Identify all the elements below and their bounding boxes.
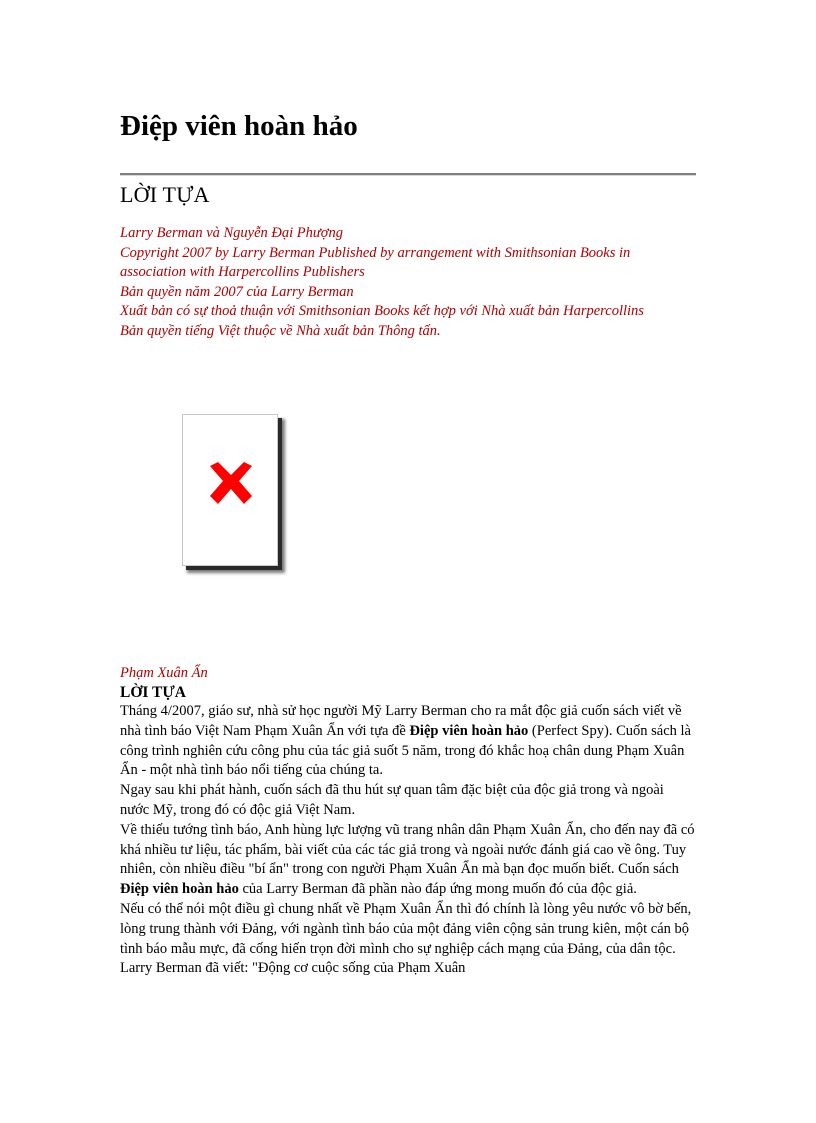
book-title-bold: Điệp viên hoàn hảo	[409, 722, 529, 739]
paragraph	[120, 702, 696, 781]
paragraph: Ngay sau khi phát hành, cuốn sách đã thu hút sự quan tâm đặc biệt của độc giả trong và ngoài nước Mỹ, trong đó có độc giả Việt Nam.	[120, 782, 664, 818]
credit-line: Larry Berman và Nguyễn Đại Phượng	[120, 225, 344, 241]
credit-line: Bản quyền năm 2007 của Larry Berman	[120, 283, 354, 300]
paragraph-text: của Larry Berman đã phần nào đáp ứng mong muốn đó của độc giả.	[238, 881, 637, 898]
red-x-icon	[208, 460, 254, 506]
author-name: Phạm Xuân Ẩn	[120, 665, 208, 681]
book-title-bold: Điệp viên hoàn hảo	[120, 881, 239, 898]
image-placeholder	[182, 414, 286, 572]
body-text	[120, 702, 696, 979]
credits-block	[120, 224, 696, 341]
section-heading: LỜI TỰA	[120, 182, 210, 207]
credit-line: Bản quyền tiếng Việt thuộc về Nhà xuất bản Thông tấn.	[120, 322, 441, 339]
paragraph	[120, 821, 696, 900]
paragraph-text: Về thiếu tướng tình báo, Anh hùng lực lượng vũ trang nhân dân Phạm Xuân Ẩn, cho đến nay đã có khá nhiều tư liệu, tác phẩm, bài viết của các tác giả trong và ngoài nước đánh giá cao về ông. Tuy nhiên, còn nhiều điều "bí ẩn" trong con người Phạm Xuân Ẩn mà bạn đọc muốn biết. Cuốn sách	[120, 821, 695, 878]
paragraph-text: (Perfect Spy). Cuốn sách là công trình nghiên cứu công phu của tác giả suốt 5 năm, trong đó khắc hoạ chân dung Phạm Xuân Ẩn - một nhà tình báo nổi tiếng của chúng ta.	[120, 722, 691, 779]
preface-heading: LỜI TỰA	[120, 684, 186, 701]
broken-image-icon	[182, 414, 278, 566]
document-title: Điệp viên hoàn hảo	[120, 110, 358, 142]
paragraph-text: Tháng 4/2007, giáo sư, nhà sử học người Mỹ Larry Berman cho ra mắt độc giả cuốn sách viết về nhà tình báo Việt Nam Phạm Xuân Ẩn với tựa đề	[120, 703, 682, 739]
horizontal-rule	[120, 173, 696, 176]
paragraph: Nếu có thể nói một điều gì chung nhất về Phạm Xuân Ẩn thì đó chính là lòng yêu nước vô bờ bến, lòng trung thành với Đảng, với ngành tình báo của một đảng viên cộng sản trung kiên, một cán bộ tình báo mẫu mực, đã cống hiến trọn đời mình cho sự nghiệp cách mạng của Đảng, của dân tộc. Larry Berman đã viết: "Động cơ cuộc sống của Phạm Xuân	[120, 900, 692, 977]
document-page	[120, 100, 696, 979]
credit-line: Copyright 2007 by Larry Berman Published by arrangement with Smithsonian Books in association with Harpercollins Publishers	[120, 244, 631, 280]
credit-line: Xuất bản có sự thoả thuận với Smithsonian Books kết hợp với Nhà xuất bản Harpercollins	[120, 303, 644, 319]
